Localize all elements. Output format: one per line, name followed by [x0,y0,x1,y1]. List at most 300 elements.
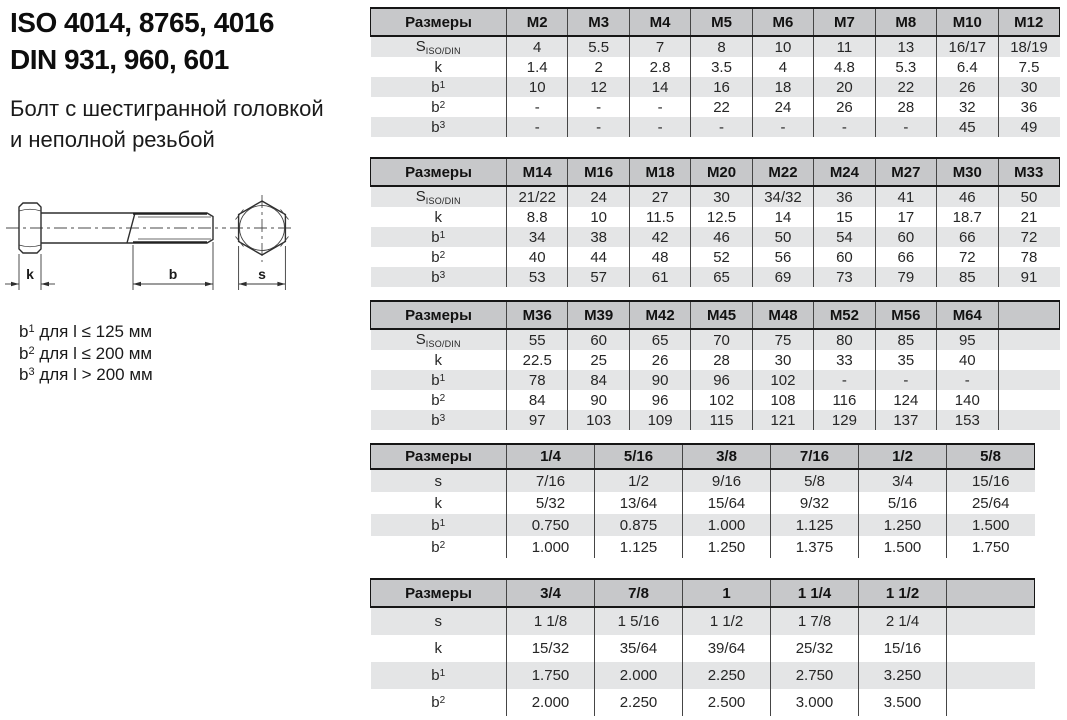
value-cell: 72 [937,247,998,267]
value-cell [998,350,1060,370]
row-label: $b^1$ [371,514,507,536]
row-label: $b^1$ [371,662,507,689]
value-cell: 10 [568,207,629,227]
value-cell: - [568,97,629,117]
size-column-header: M8 [875,8,936,36]
bolt-head-view [230,195,294,290]
table-row [371,36,1060,57]
value-cell: 53 [507,267,568,287]
value-cell: 72 [998,227,1060,247]
value-cell: 2.8 [629,57,690,77]
value-cell: 5/8 [771,469,859,492]
value-cell: 7.5 [998,57,1060,77]
value-cell: 57 [568,267,629,287]
table-row [371,57,1060,77]
value-cell: 35/64 [595,635,683,662]
value-cell: 1.750 [507,662,595,689]
size-corner-header: Размеры [371,8,507,36]
value-cell: 24 [568,186,629,207]
value-cell: 2.000 [507,689,595,716]
value-cell: 109 [629,410,690,430]
size-column-header: 1/2 [859,444,947,469]
size-column-header: M33 [998,158,1060,186]
value-cell: 84 [568,370,629,390]
value-cell: 60 [875,227,936,247]
value-cell: 103 [568,410,629,430]
value-cell: 140 [937,390,998,410]
value-cell: 15/64 [683,492,771,514]
value-cell: 91 [998,267,1060,287]
value-cell [998,410,1060,430]
value-cell: 7/16 [507,469,595,492]
value-cell: 41 [875,186,936,207]
table-row [371,97,1060,117]
table-row [371,77,1060,97]
value-cell: 96 [691,370,752,390]
row-label: $b^1$ [371,370,507,390]
value-cell: 10 [752,36,813,57]
value-cell: 97 [507,410,568,430]
value-cell: 22 [691,97,752,117]
size-column-header: 5/16 [595,444,683,469]
size-column-header: M27 [875,158,936,186]
table-row [371,662,1035,689]
value-cell: 7 [629,36,690,57]
title-block [10,4,274,78]
value-cell: - [814,370,875,390]
size-column-header: 3/8 [683,444,771,469]
value-cell: 26 [937,77,998,97]
value-cell: 35 [875,350,936,370]
value-cell: 1.000 [507,536,595,558]
table-row [371,469,1035,492]
row-label: s [371,607,507,635]
row-label: $S_{ISO/DIN}$ [371,186,507,207]
value-cell: 18.7 [937,207,998,227]
value-cell: 9/32 [771,492,859,514]
value-cell: 24 [752,97,813,117]
value-cell: 5.5 [568,36,629,57]
value-cell: 49 [998,117,1060,137]
row-label: $b^2$ [371,390,507,410]
left-panel [0,0,370,720]
title-iso: ISO 4014, 8765, 4016 [10,7,274,38]
row-label: s [371,469,507,492]
row-label: k [371,350,507,370]
value-cell: 1.125 [771,514,859,536]
value-cell: 85 [875,329,936,350]
value-cell [947,662,1035,689]
table-row [371,536,1035,558]
size-column-header: 7/8 [595,579,683,607]
spec-table-2 [370,157,1060,287]
value-cell: 11 [814,36,875,57]
table-row [371,329,1060,350]
size-column-header: 5/8 [947,444,1035,469]
size-column-header: 1 1/2 [859,579,947,607]
value-cell: 27 [629,186,690,207]
value-cell: 4 [507,36,568,57]
size-column-header: 3/4 [507,579,595,607]
table-row [371,117,1060,137]
value-cell: 3.000 [771,689,859,716]
row-label: k [371,492,507,514]
header-row [371,158,1060,186]
value-cell: 11.5 [629,207,690,227]
value-cell: 116 [814,390,875,410]
table-row [371,410,1060,430]
value-cell: 22.5 [507,350,568,370]
value-cell: 1/2 [595,469,683,492]
value-cell: 14 [629,77,690,97]
value-cell: 18 [752,77,813,97]
value-cell: 1.250 [683,536,771,558]
value-cell: 5/16 [859,492,947,514]
value-cell: 84 [507,390,568,410]
value-cell: 79 [875,267,936,287]
value-cell: 3.5 [691,57,752,77]
row-label: $b^2$ [371,97,507,117]
table-row [371,186,1060,207]
size-column-header: M7 [814,8,875,36]
value-cell: 1 5/16 [595,607,683,635]
value-cell: 33 [814,350,875,370]
value-cell: 30 [998,77,1060,97]
row-label: $b^3$ [371,117,507,137]
value-cell: 6.4 [937,57,998,77]
size-column-header [947,579,1035,607]
value-cell: - [937,370,998,390]
value-cell: 8.8 [507,207,568,227]
header-row [371,301,1060,329]
value-cell: 90 [629,370,690,390]
table-row [371,390,1060,410]
value-cell: 56 [752,247,813,267]
table-row [371,207,1060,227]
size-column-header: M24 [814,158,875,186]
spec-table-5 [370,578,1035,716]
value-cell: 12.5 [691,207,752,227]
value-cell: 1 7/8 [771,607,859,635]
description-line-2: и неполной резьбой [10,127,215,152]
value-cell: 54 [814,227,875,247]
description-line-1: Болт с шестигранной головкой [10,96,324,121]
header-row [371,444,1035,469]
value-cell: 28 [691,350,752,370]
value-cell: 1.500 [859,536,947,558]
value-cell: 25/32 [771,635,859,662]
value-cell: 8 [691,36,752,57]
value-cell: 15/16 [859,635,947,662]
value-cell: 1 1/8 [507,607,595,635]
value-cell: 78 [998,247,1060,267]
table-row [371,227,1060,247]
value-cell: 124 [875,390,936,410]
row-label: k [371,207,507,227]
size-column-header: M39 [568,301,629,329]
value-cell: 50 [998,186,1060,207]
value-cell: 2 [568,57,629,77]
row-label: $b^1$ [371,77,507,97]
size-column-header: M30 [937,158,998,186]
value-cell [947,635,1035,662]
table-row [371,247,1060,267]
value-cell: 60 [814,247,875,267]
table-row [371,370,1060,390]
size-corner-header: Размеры [371,579,507,607]
value-cell: 16 [691,77,752,97]
value-cell: 18/19 [998,36,1060,57]
row-label: $b^2$ [371,536,507,558]
value-cell: 4 [752,57,813,77]
value-cell: 20 [814,77,875,97]
dim-s-label: s [258,266,266,282]
value-cell: - [752,117,813,137]
value-cell: 1.375 [771,536,859,558]
value-cell: 2 1/4 [859,607,947,635]
value-cell: 2.750 [771,662,859,689]
value-cell: 48 [629,247,690,267]
note-line: $b^1$ для l ≤ 125 мм [19,322,153,341]
note-line: $b^2$ для l ≤ 200 мм [19,343,153,363]
value-cell: 0.750 [507,514,595,536]
spec-table-1 [370,7,1060,137]
value-cell: 2.250 [683,662,771,689]
size-column-header: 1/4 [507,444,595,469]
value-cell: 21/22 [507,186,568,207]
value-cell: 1 1/2 [683,607,771,635]
value-cell [998,370,1060,390]
row-label: $S_{ISO/DIN}$ [371,36,507,57]
value-cell: 25 [568,350,629,370]
value-cell: 137 [875,410,936,430]
value-cell: 42 [629,227,690,247]
value-cell: 40 [507,247,568,267]
table-row [371,514,1035,536]
value-cell: 80 [814,329,875,350]
value-cell: 65 [691,267,752,287]
value-cell: 129 [814,410,875,430]
size-column-header: M45 [691,301,752,329]
size-column-header: M2 [507,8,568,36]
value-cell: 26 [629,350,690,370]
size-column-header: M16 [568,158,629,186]
value-cell: 40 [937,350,998,370]
value-cell: 73 [814,267,875,287]
size-column-header: M20 [691,158,752,186]
size-column-header: M6 [752,8,813,36]
value-cell: 30 [752,350,813,370]
size-column-header: M5 [691,8,752,36]
value-cell: 52 [691,247,752,267]
value-cell: 5.3 [875,57,936,77]
value-cell: 36 [814,186,875,207]
size-column-header: M4 [629,8,690,36]
size-column-header: M22 [752,158,813,186]
value-cell: 90 [568,390,629,410]
value-cell: 95 [937,329,998,350]
table-row [371,267,1060,287]
size-column-header: M52 [814,301,875,329]
row-label: $b^2$ [371,247,507,267]
value-cell: 2.000 [595,662,683,689]
value-cell [947,689,1035,716]
value-cell: 32 [937,97,998,117]
value-cell: 1.750 [947,536,1035,558]
value-cell: 153 [937,410,998,430]
value-cell: 115 [691,410,752,430]
value-cell: 39/64 [683,635,771,662]
size-column-header: M48 [752,301,813,329]
value-cell: 26 [814,97,875,117]
tables-section [370,0,1067,720]
table-row [371,689,1035,716]
size-column-header: M36 [507,301,568,329]
value-cell: 66 [937,227,998,247]
value-cell: 66 [875,247,936,267]
value-cell: 16/17 [937,36,998,57]
header-row [371,579,1035,607]
value-cell: 34 [507,227,568,247]
value-cell: 25/64 [947,492,1035,514]
value-cell: - [814,117,875,137]
value-cell: 46 [937,186,998,207]
value-cell: - [629,117,690,137]
value-cell: 3/4 [859,469,947,492]
value-cell: - [568,117,629,137]
value-cell: 78 [507,370,568,390]
value-cell: 17 [875,207,936,227]
value-cell: 15 [814,207,875,227]
value-cell: - [507,117,568,137]
size-column-header: M3 [568,8,629,36]
row-label: k [371,635,507,662]
value-cell: 5/32 [507,492,595,514]
size-column-header [998,301,1060,329]
value-cell: 1.4 [507,57,568,77]
value-cell: - [875,117,936,137]
value-cell: - [507,97,568,117]
dim-k-label: k [26,266,34,282]
value-cell: 34/32 [752,186,813,207]
value-cell: 45 [937,117,998,137]
value-cell: 1.125 [595,536,683,558]
value-cell: 3.500 [859,689,947,716]
table-row [371,607,1035,635]
value-cell: - [875,370,936,390]
size-column-header: 1 [683,579,771,607]
value-cell: 15/32 [507,635,595,662]
row-label: $b^2$ [371,689,507,716]
table-row [371,492,1035,514]
value-cell: 14 [752,207,813,227]
size-column-header: M64 [937,301,998,329]
value-cell: 96 [629,390,690,410]
value-cell: 121 [752,410,813,430]
value-cell: 13 [875,36,936,57]
value-cell [947,607,1035,635]
value-cell: 50 [752,227,813,247]
value-cell: 28 [875,97,936,117]
value-cell: 30 [691,186,752,207]
row-label: $S_{ISO/DIN}$ [371,329,507,350]
value-cell [998,390,1060,410]
row-label: k [371,57,507,77]
value-cell: 44 [568,247,629,267]
size-corner-header: Размеры [371,444,507,469]
size-column-header: 1 1/4 [771,579,859,607]
table-row [371,350,1060,370]
value-cell: 9/16 [683,469,771,492]
size-column-header: M12 [998,8,1060,36]
row-label: $b^3$ [371,410,507,430]
value-cell: - [691,117,752,137]
size-corner-header: Размеры [371,158,507,186]
value-cell: 46 [691,227,752,247]
bolt-side-view [5,203,226,290]
value-cell: 1.500 [947,514,1035,536]
value-cell: 13/64 [595,492,683,514]
value-cell: 0.875 [595,514,683,536]
value-cell: 36 [998,97,1060,117]
value-cell: 102 [691,390,752,410]
value-cell: 38 [568,227,629,247]
value-cell: 1.250 [859,514,947,536]
value-cell [998,329,1060,350]
spec-table-4 [370,443,1035,558]
value-cell: 55 [507,329,568,350]
size-column-header: 7/16 [771,444,859,469]
value-cell: 60 [568,329,629,350]
size-column-header: M18 [629,158,690,186]
note-line: $b^3$ для l > 200 мм [19,365,153,384]
value-cell: 108 [752,390,813,410]
row-label: $b^3$ [371,267,507,287]
notes [19,320,153,385]
title-din: DIN 931, 960, 601 [10,44,229,75]
value-cell: - [629,97,690,117]
value-cell: 4.8 [814,57,875,77]
row-label: $b^1$ [371,227,507,247]
value-cell: 12 [568,77,629,97]
value-cell: 61 [629,267,690,287]
size-column-header: M56 [875,301,936,329]
bolt-description [10,93,324,155]
value-cell: 69 [752,267,813,287]
value-cell: 102 [752,370,813,390]
value-cell: 65 [629,329,690,350]
value-cell: 10 [507,77,568,97]
bolt-drawing [0,186,360,316]
value-cell: 21 [998,207,1060,227]
dim-b-label: b [168,266,178,282]
size-column-header: M42 [629,301,690,329]
value-cell: 3.250 [859,662,947,689]
value-cell: 2.500 [683,689,771,716]
value-cell: 85 [937,267,998,287]
value-cell: 70 [691,329,752,350]
value-cell: 2.250 [595,689,683,716]
size-column-header: M14 [507,158,568,186]
size-corner-header: Размеры [371,301,507,329]
table-row [371,635,1035,662]
spec-table-3 [370,300,1060,430]
value-cell: 75 [752,329,813,350]
header-row [371,8,1060,36]
value-cell: 15/16 [947,469,1035,492]
value-cell: 1.000 [683,514,771,536]
size-column-header: M10 [937,8,998,36]
